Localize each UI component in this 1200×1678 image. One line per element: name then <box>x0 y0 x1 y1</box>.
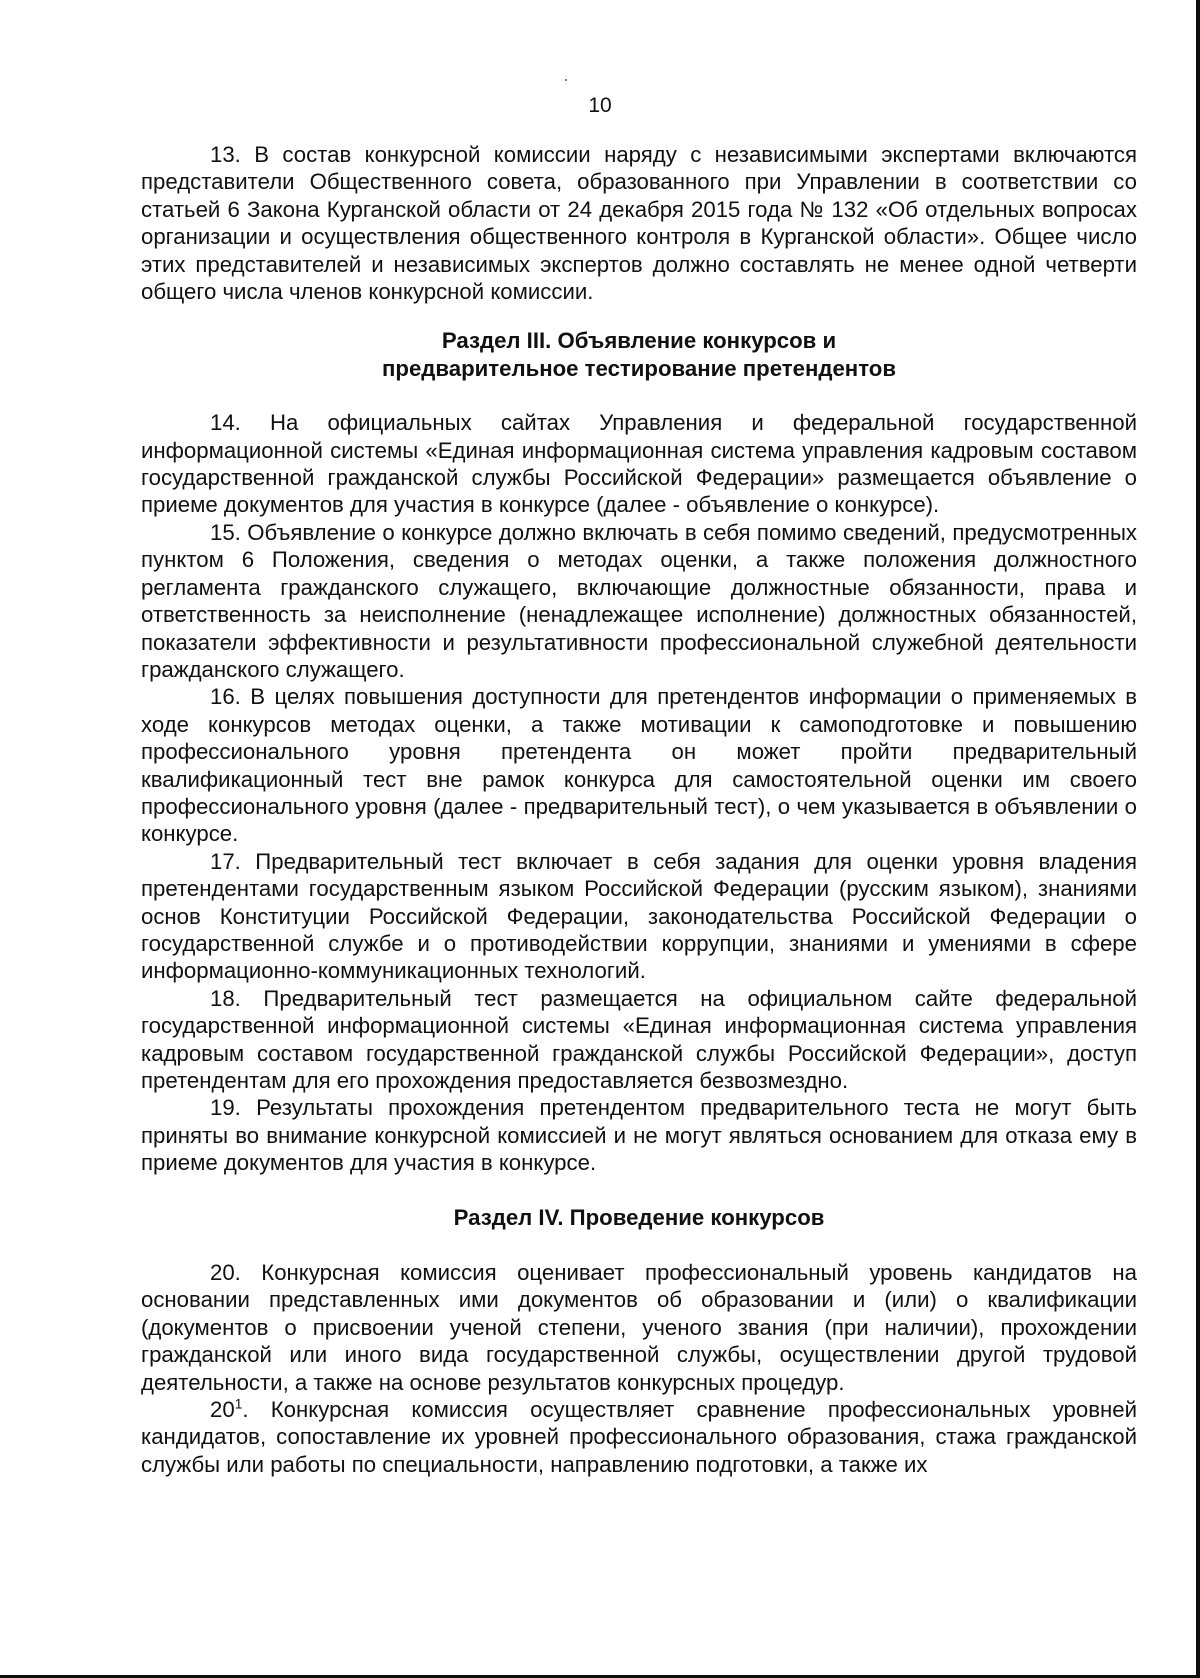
paragraph-20-1-number: 20 <box>210 1397 235 1423</box>
paragraph-17: 17. Предварительный тест включает в себя задания для оценки уровня владения претендентами государственным языком Российской Федерации (русским языком), знаниями основ Конституции Российской Федерации, законодательства Российской Федерации о государственной службе и о противодействии коррупции, знаниями и умениями в сфере информационно-коммуникационных технологий. <box>141 848 1137 984</box>
section-3-heading <box>141 327 1137 382</box>
paragraph-20-1-superscript: 1 <box>234 1396 243 1412</box>
paragraph-13: 13. В состав конкурсной комиссии наряду с независимыми экспертами включаются представители Общественного совета, образованного при Управлении в соответствии со статьей 6 Закона Курганской области от 24 декабря 2015 года № 132 «Об отдельных вопросах организации и осуществления общественного контроля в Курганской области». Общее число этих представителей и независимых экспертов должно составлять не менее одной четверти общего числа членов конкурсной комиссии. <box>141 142 1137 305</box>
paragraph-20-1-text: . Конкурсная комиссия осуществляет сравнение профессиональных уровней кандидатов, сопоставление их уровней профессионального образования, стажа гражданской службы или работы по специальности, направлению подготовки, а также их <box>141 1397 1137 1477</box>
paragraph-15: 15. Объявление о конкурсе должно включать в себя помимо сведений, предусмотренных пунктом 6 Положения, сведения о методах оценки, а также положения должностного регламента гражданского служащего, включающие должностные обязанности, права и ответственность за неисполнение (ненадлежащее исполнение) должностных обязанностей, показатели эффективности и результативности профессиональной служебной деятельности гражданского служащего. <box>141 519 1137 682</box>
paragraph-14: 14. На официальных сайтах Управления и федеральной государственной информационной системы «Единая информационная система управления кадровым составом государственной гражданской службы Российской Федерации» размещается объявление о приеме документов для участия в конкурсе (далее - объявление о конкурсе). <box>141 410 1137 518</box>
paragraph-19: 19. Результаты прохождения претендентом предварительного теста не могут быть приняты во внимание конкурсной комиссией и не могут являться основанием для отказа ему в приеме документов для участия в конкурсе. <box>141 1095 1137 1176</box>
section-4-heading: Раздел IV. Проведение конкурсов <box>453 1204 825 1230</box>
scan-border-right <box>1196 0 1200 1678</box>
document-body <box>141 141 1137 1478</box>
paragraph-18: 18. Предварительный тест размещается на официальном сайте федеральной государственной информационной системы «Единая информационная система управления кадровым составом государственной гражданской службы Российской Федерации», доступ претендентам для его прохождения предоставляется безвозмездно. <box>141 985 1137 1093</box>
page-number: 10 <box>588 94 612 117</box>
scan-speck <box>565 79 567 81</box>
section-3-heading-line-2: предварительное тестирование претендентов <box>382 355 896 381</box>
paragraph-20-1 <box>141 1396 1137 1478</box>
section-3-heading-line-1: Раздел III. Объявление конкурсов и <box>441 328 837 354</box>
paragraph-16: 16. В целях повышения доступности для претендентов информации о применяемых в ходе конкурсов методах оценки, а также мотивации к самоподготовке и повышению профессионального уровня претендента он может пройти предварительный квалификационный тест вне рамок конкурса для самостоятельной оценки им своего профессионального уровня (далее - предварительный тест), о чем указывается в объявлении о конкурсе. <box>141 684 1137 847</box>
paragraph-20: 20. Конкурсная комиссия оценивает профессиональный уровень кандидатов на основании представленных ими документов об образовании и (или) о квалификации (документов о присвоении ученой степени, ученого звания (при наличии), прохождении гражданской или иного вида государственной службы, осуществлении другой трудовой деятельности, а также на основе результатов конкурсных процедур. <box>141 1260 1137 1395</box>
